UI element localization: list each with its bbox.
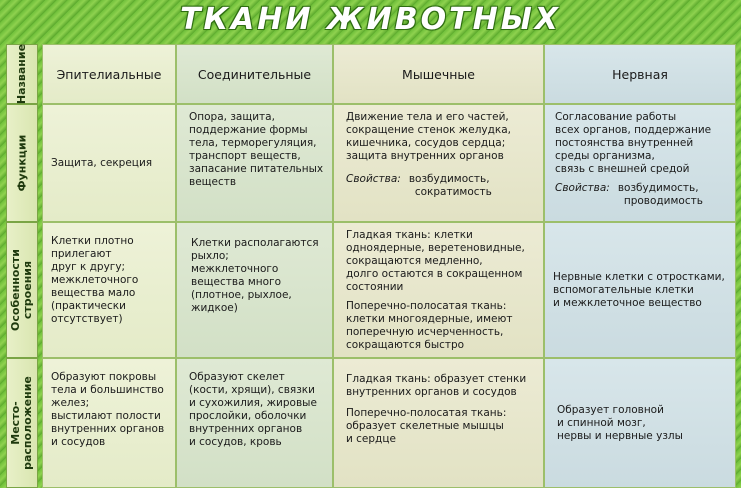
row-label-functions (6, 104, 38, 222)
location-muscle-smooth (346, 373, 535, 399)
row-label-name (6, 44, 38, 104)
poster-title: ТКАНИ ЖИВОТНЫХ (180, 2, 561, 37)
functions-muscle-line: защита внутренних органов (346, 150, 504, 162)
functions-nervous (544, 104, 736, 222)
structure-epithelial-line: вещества мало (51, 287, 136, 299)
structure-muscle-striated-line: клетки многоядерные, имеют (346, 313, 513, 325)
column-header-connective: Соединительные (176, 44, 333, 104)
structure-muscle-smooth-line: состоянии (346, 281, 404, 293)
functions-connective-line: поддержание формы (189, 124, 308, 136)
structure-nervous (544, 222, 736, 358)
location-nervous-line: и спинной мозг, (557, 416, 646, 429)
structure-connective-line: рыхло; (191, 250, 229, 262)
functions-connective-line: транспорт веществ, (189, 150, 301, 162)
structure-connective-line: Клетки располагаются (191, 237, 319, 249)
functions-nervous-line: всех органов, поддержание (555, 124, 712, 136)
location-epithelial (42, 358, 176, 488)
location-epithelial-line: внутренних органов (51, 423, 165, 435)
location-epithelial-line: и сосудов (51, 436, 106, 448)
structure-epithelial-line: (практически (51, 300, 126, 312)
row-label-structure-line2: строения (21, 260, 34, 320)
structure-muscle-smooth-line: Гладкая ткань: клетки (346, 229, 473, 241)
structure-muscle (333, 222, 544, 358)
location-muscle (333, 358, 544, 488)
structure-muscle-striated-line: поперечную исчерченность, (346, 326, 504, 338)
row-label-name-text: Название (15, 43, 28, 105)
structure-muscle-smooth-line: сокращаются медленно, (346, 255, 483, 267)
functions-epithelial-text: Защита, секреция (51, 156, 153, 169)
row-label-structure-line1: Особенности (9, 249, 22, 331)
column-header-nervous: Нервная (544, 44, 736, 104)
location-connective (176, 358, 333, 488)
location-epithelial-line: выстилают полости (51, 410, 161, 422)
functions-muscle-prop-label: Свойства: (346, 173, 401, 185)
functions-muscle (333, 104, 544, 222)
structure-muscle-smooth-line: долго остаются в сокращенном (346, 268, 523, 280)
structure-connective-line: вещества много (191, 276, 281, 288)
functions-connective-line: Опора, защита, (189, 111, 275, 123)
location-muscle-striated-line: Поперечно-полосатая ткань: (346, 407, 507, 419)
row-label-functions-text: Функции (15, 134, 28, 192)
functions-nervous-prop-value: проводимость (623, 195, 703, 207)
row-label-structure (6, 222, 38, 358)
functions-muscle-properties (346, 173, 535, 199)
functions-nervous-line: постоянства внутренней (555, 137, 694, 149)
location-muscle-smooth-line: Гладкая ткань: образует стенки (346, 373, 527, 385)
structure-muscle-smooth-line: одноядерные, веретеновидные, (346, 242, 525, 254)
location-muscle-striated-line: образует скелетные мышцы (346, 420, 504, 432)
structure-nervous-line: вспомогательные клетки (553, 283, 694, 296)
location-epithelial-line: тела и большинство (51, 384, 164, 396)
structure-epithelial (42, 222, 176, 358)
location-connective-line: (кости, хрящи), связки (189, 384, 315, 396)
functions-nervous-line: среды организма, (555, 150, 655, 162)
column-header-muscle: Мышечные (333, 44, 544, 104)
location-nervous-line: нервы и нервные узлы (557, 429, 683, 442)
row-label-location-line1: Место- (9, 401, 23, 445)
structure-epithelial-line: друг к другу; (51, 261, 126, 273)
structure-nervous-line: и межклеточное вещество (553, 296, 702, 309)
location-nervous (544, 358, 736, 488)
row-label-location-line2: расположение (21, 376, 35, 470)
functions-epithelial (42, 104, 176, 222)
structure-epithelial-line: Клетки плотно (51, 235, 134, 247)
functions-nervous-prop-value: возбудимость, (617, 182, 699, 194)
functions-muscle-line: кишечника, сосудов сердца; (346, 137, 506, 149)
functions-nervous-line: Согласование работы (555, 111, 677, 123)
location-connective-line: и сосудов, кровь (189, 436, 282, 448)
column-header-epithelial: Эпителиальные (42, 44, 176, 104)
location-muscle-striated (346, 407, 535, 446)
location-epithelial-line: Образуют покровы (51, 371, 157, 383)
structure-connective (176, 222, 333, 358)
functions-nervous-properties (555, 182, 727, 208)
location-muscle-striated-line: и сердце (346, 433, 396, 445)
functions-nervous-prop-label: Свойства: (555, 182, 610, 194)
functions-connective (176, 104, 333, 222)
structure-epithelial-line: прилегают (51, 248, 112, 260)
row-label-location (6, 358, 38, 488)
functions-connective-line: запасание питательных (189, 163, 324, 175)
functions-nervous-line: связь с внешней средой (555, 163, 690, 175)
functions-connective-line: тела, терморегуляция, (189, 137, 317, 149)
functions-muscle-line: сокращение стенок желудка, (346, 124, 512, 136)
structure-connective-line: жидкое) (191, 302, 238, 314)
location-nervous-line: Образует головной (557, 403, 664, 416)
location-connective-line: внутренних органов (189, 423, 303, 435)
functions-muscle-prop-values (409, 173, 492, 199)
functions-nervous-prop-values (618, 182, 703, 208)
tissues-table (42, 44, 736, 488)
location-connective-line: Образуют скелет (189, 371, 285, 383)
structure-connective-line: межклеточного (191, 263, 279, 275)
row-label-structure-text (10, 249, 34, 331)
location-muscle-smooth-line: внутренних органов и сосудов (346, 386, 517, 398)
structure-epithelial-line: межклеточного (51, 274, 139, 286)
structure-muscle-smooth (346, 229, 535, 294)
functions-muscle-prop-value: возбудимость, (408, 173, 490, 185)
location-epithelial-line: желез; (51, 397, 90, 409)
functions-muscle-prop-value: сократимость (414, 186, 492, 198)
structure-muscle-striated-line: сокращаются быстро (346, 339, 465, 351)
location-connective-line: прослойки, оболочки (189, 410, 307, 422)
structure-nervous-text (553, 271, 725, 310)
structure-muscle-striated-line: Поперечно-полосатая ткань: (346, 300, 507, 312)
location-connective-line: и сухожилия, жировые (189, 397, 317, 409)
structure-epithelial-line: отсутствует) (51, 313, 123, 325)
structure-nervous-line: Нервные клетки с отростками, (553, 270, 725, 283)
functions-connective-line: веществ (189, 176, 237, 188)
row-label-location-text (10, 376, 34, 470)
functions-muscle-line: Движение тела и его частей, (346, 111, 509, 123)
location-nervous-text (557, 404, 683, 443)
structure-connective-line: (плотное, рыхлое, (191, 289, 292, 301)
row-label-column (6, 40, 38, 488)
structure-muscle-striated (346, 300, 535, 352)
